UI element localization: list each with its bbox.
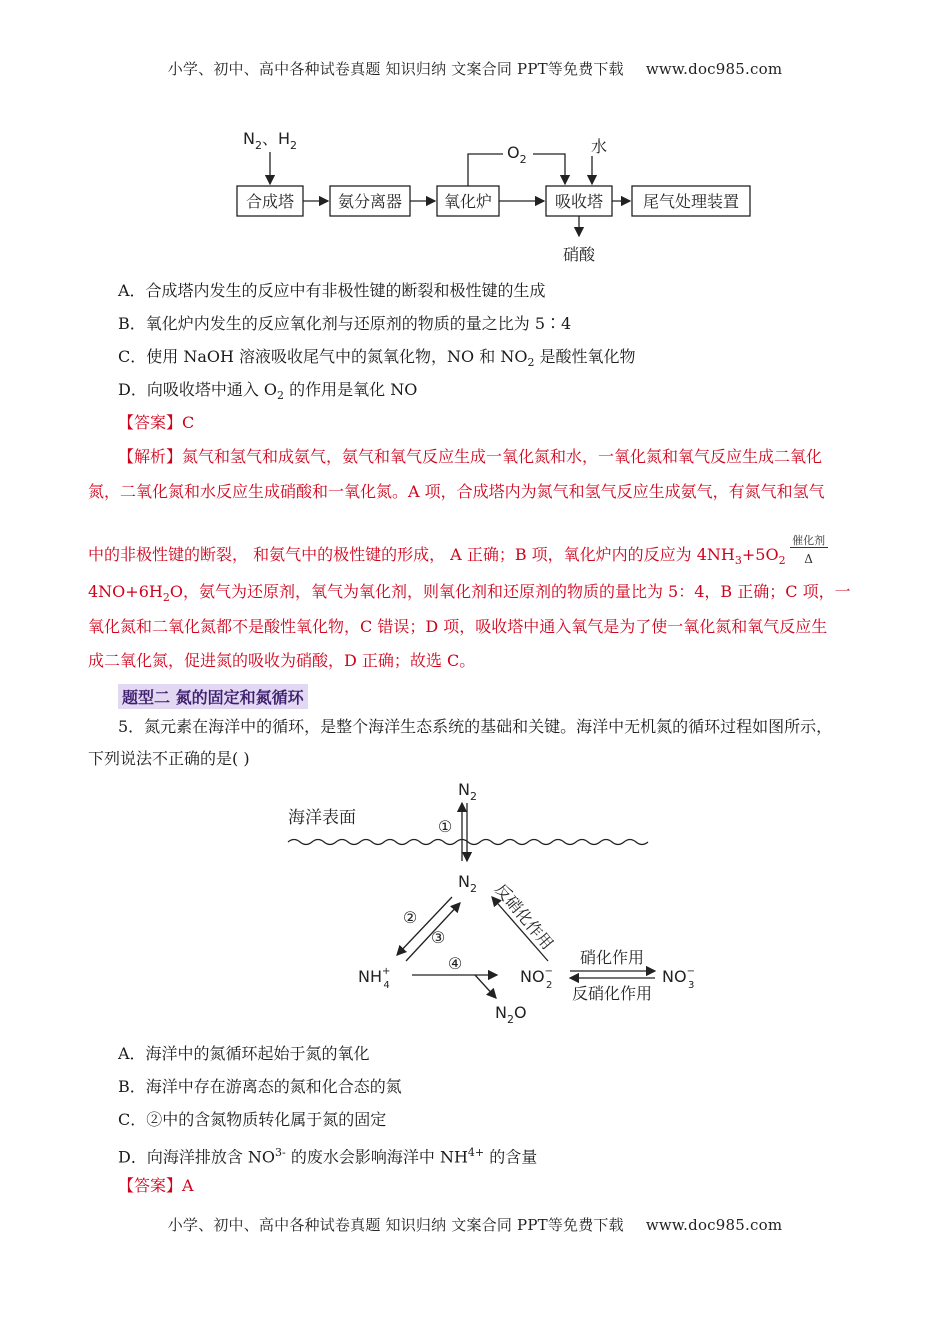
cycle-denitr2-label: 反硝化作用 bbox=[571, 984, 653, 1003]
flow-o2-label: $O_2$ bbox=[507, 143, 527, 166]
q5-option-b: B．海洋中存在游离态的氮和化合态的氮 bbox=[118, 1077, 402, 1096]
cycle-n2o: $N_2O$ bbox=[495, 1003, 527, 1026]
flow-box-4-label: 尾气处理装置 bbox=[642, 192, 740, 211]
cycle-no2: NO− 2 bbox=[520, 966, 553, 991]
header-url: www.doc985.com bbox=[645, 60, 783, 78]
page-header bbox=[0, 58, 950, 79]
flow-box-3-label: 吸收塔 bbox=[554, 192, 604, 211]
flow-box-1-label: 氨分离器 bbox=[337, 192, 403, 211]
section-title: 题型二 氮的固定和氮循环 bbox=[118, 684, 308, 709]
q5-option-a: A．海洋中的氮循环起始于氮的氧化 bbox=[118, 1044, 370, 1063]
cycle-step-2: ② bbox=[402, 908, 418, 927]
cycle-step-4: ④ bbox=[447, 954, 463, 973]
q4-option-c: C．使用 NaOH 溶液吸收尾气中的氮氧化物，NO 和 $NO_2$ 是酸性氧化物 bbox=[118, 347, 636, 370]
q4-option-d: D．向吸收塔中通入 $O_2$ 的作用是氧化 NO bbox=[118, 380, 418, 403]
cycle-denitr-label: 反硝化作用 bbox=[491, 879, 558, 954]
q5-option-d: D．向海洋排放含 $NO^{3-}$ 的废水会影响海洋中 $NH^{4+}$ 的含量 bbox=[118, 1146, 538, 1167]
q5-stem-line1: 5．氮元素在海洋中的循环，是整个海洋生态系统的基础和关键。海洋中无机氮的循环过程如图所示， bbox=[118, 717, 833, 736]
q4-option-a: A．合成塔内发生的反应中有非极性键的断裂和极性键的生成 bbox=[118, 281, 546, 300]
flow-water-label: 水 bbox=[590, 137, 608, 156]
q4-explanation-line2: 氮，二氧化氮和水反应生成硝酸和一氧化氮。A 项，合成塔内为氮气和氢气反应生成氨气，有氮气和氢气 bbox=[88, 482, 825, 501]
q5-stem-line2: 下列说法不正确的是( ) bbox=[88, 749, 250, 768]
cycle-wave bbox=[288, 840, 648, 845]
cycle-surface-label: 海洋表面 bbox=[288, 808, 356, 828]
q4-explanation-line1: 【解析】氮气和氢气和成氨气，氨气和氧气反应生成一氧化氮和水，一氧化氮和氧气反应生成二氧化 bbox=[118, 447, 823, 466]
flow-output-label: 硝酸 bbox=[562, 245, 596, 264]
nitrogen-cycle-diagram bbox=[280, 775, 700, 1030]
page-footer bbox=[0, 1214, 950, 1235]
cycle-n2-top: $N_2$ bbox=[458, 780, 477, 803]
cycle-n2-mid: $N_2$ bbox=[458, 872, 477, 895]
cycle-arrow-n2o bbox=[475, 975, 496, 998]
q4-explanation-line5: 氧化氮和二氧化氮都不是酸性氧化物，C 错误；D 项，吸收塔中通入氧气是为了使一氧化氮和氧气反应生 bbox=[88, 617, 828, 636]
flow-box-0-label: 合成塔 bbox=[245, 192, 295, 211]
q4-option-b: B．氧化炉内发生的反应氧化剂与还原剂的物质的量之比为 5∶4 bbox=[118, 314, 572, 333]
q5-option-c: C．②中的含氮物质转化属于氮的固定 bbox=[118, 1110, 387, 1129]
flow-diagram bbox=[225, 120, 765, 270]
q5-answer: 【答案】A bbox=[118, 1176, 194, 1195]
flow-box-2-label: 氧化炉 bbox=[443, 192, 493, 211]
cycle-nh4: NH+ 4 bbox=[358, 966, 391, 991]
q4-explanation-line4: $4NO+6H_2O$，氨气为还原剂，氧气为氧化剂，则氧化剂和还原剂的物质的量比为 5：4，B 正确；C 项，一 bbox=[88, 582, 851, 605]
q4-explanation-line6: 成二氧化氮，促进氮的吸收为硝酸，D 正确；故选 C。 bbox=[88, 651, 476, 670]
footer-url: www.doc985.com bbox=[645, 1216, 783, 1234]
q4-answer: 【答案】C bbox=[118, 413, 195, 432]
cycle-no3: NO− 3 bbox=[662, 966, 695, 991]
cycle-step-1: ① bbox=[437, 817, 453, 836]
q4-explanation-line3: 中的非极性键的断裂， 和氨气中的极性键的形成， A 正确；B 项，氧化炉内的反应为 $4NH_3+5O_2$ 催化剂 Δ bbox=[88, 542, 878, 572]
cycle-step-3: ③ bbox=[430, 928, 446, 947]
header-text: 小学、初中、高中各种试卷真题 知识归纳 文案合同 PPT等免费下载 bbox=[167, 60, 624, 78]
flow-input-label: $N_2$、$H_2$ bbox=[243, 129, 298, 152]
footer-text: 小学、初中、高中各种试卷真题 知识归纳 文案合同 PPT等免费下载 bbox=[167, 1216, 624, 1234]
catalyst-condition: 催化剂 Δ bbox=[788, 542, 830, 564]
cycle-nitr-label: 硝化作用 bbox=[579, 948, 645, 967]
